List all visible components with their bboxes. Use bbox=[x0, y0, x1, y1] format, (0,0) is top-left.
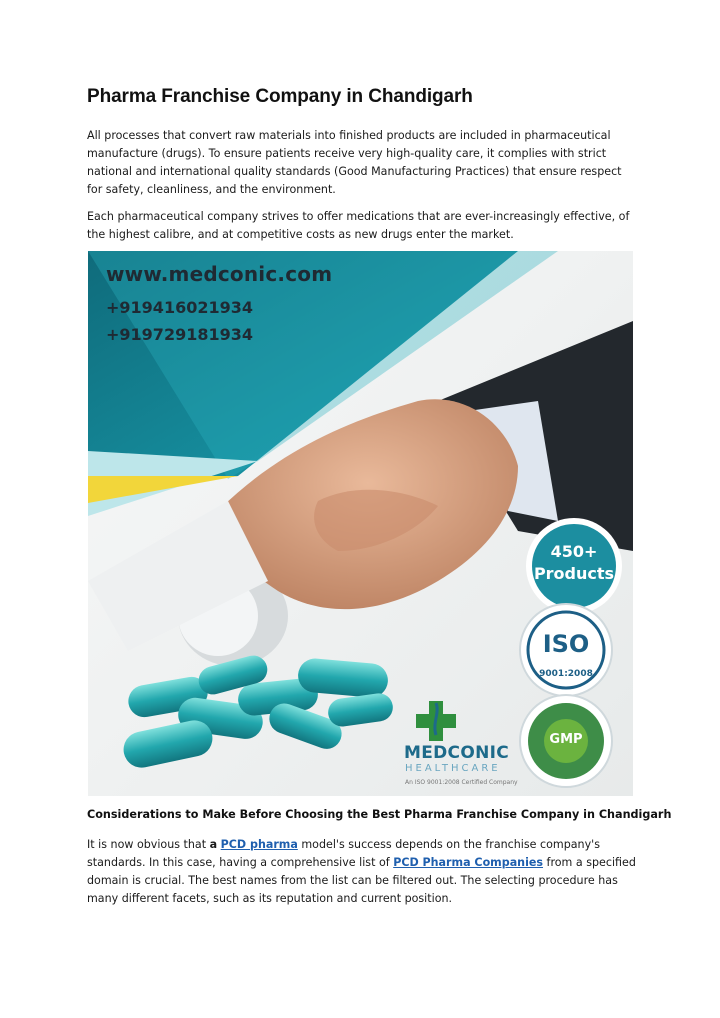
second-paragraph: Each pharmaceutical company strives to offer medications that are ever-increasingly effective, of the highest calibre, and at competitive costs as new drugs enter the market. bbox=[87, 210, 630, 241]
paragraph-text: It is now obvious that bbox=[87, 838, 210, 851]
paragraph-text: from a specified domain is crucial. The best names from the list can be filtered out. The selecting procedure has many different facets, such as its reputation and current position. bbox=[87, 856, 636, 905]
logo-name: MEDCONIC bbox=[404, 743, 509, 763]
banner-website: www.medconic.com bbox=[106, 262, 333, 286]
banner-phone-1: +919416021934 bbox=[106, 298, 253, 317]
third-paragraph bbox=[87, 836, 637, 908]
products-badge-label: Products bbox=[533, 564, 615, 583]
iso-badge-number: 9001:2008 bbox=[539, 669, 593, 679]
logo-subtitle: HEALTHCARE bbox=[405, 763, 501, 774]
paragraph-text: model's success depends on the franchise company's standards. In this case, having a comprehensive list of bbox=[87, 838, 600, 869]
gmp-badge-label: GMP bbox=[549, 732, 583, 747]
page-title: Pharma Franchise Company in Chandigarh bbox=[87, 86, 473, 107]
logo-tagline: An ISO 9001:2008 Certified Company bbox=[405, 779, 518, 786]
intro-paragraph: All processes that convert raw materials into finished products are included in pharmaceutical manufacture (drugs). To ensure patients receive very high-quality care, it complies with strict national and international quality standards (Good Manufacturing Practices) that ensure respect for safety, cleanliness, and the environment. bbox=[87, 129, 622, 196]
banner-phone-2: +919729181934 bbox=[106, 325, 253, 344]
products-badge-count: 450+ bbox=[550, 542, 598, 561]
pcd-pharma-link[interactable]: PCD pharma bbox=[220, 838, 298, 851]
pcd-pharma-companies-link[interactable]: PCD Pharma Companies bbox=[393, 856, 544, 869]
iso-badge-label: ISO bbox=[542, 630, 590, 658]
products-badge bbox=[526, 541, 622, 585]
paragraph-bold-a: a bbox=[209, 838, 218, 851]
promo-banner-image bbox=[88, 251, 633, 796]
section-heading: Considerations to Make Before Choosing the Best Pharma Franchise Company in Chandigarh bbox=[87, 808, 672, 821]
